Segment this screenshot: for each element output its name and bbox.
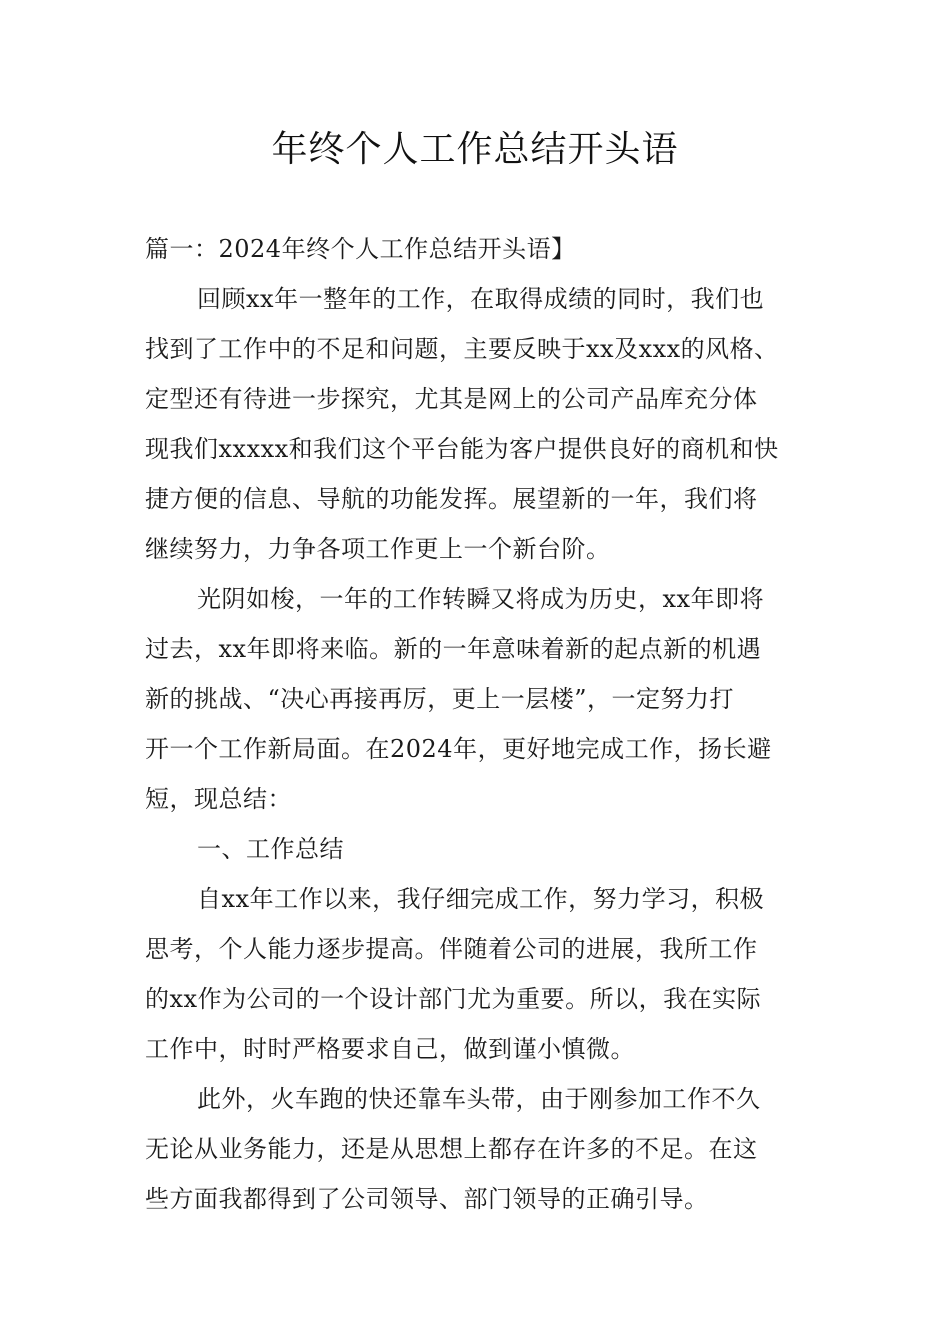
text-line: 现我们xxxxx和我们这个平台能为客户提供良好的商机和快 [145,435,779,463]
text-line: 光阴如梭，一年的工作转瞬又将成为历史，xx年即将 [197,585,765,613]
text-line: 过去，xx年即将来临。新的一年意味着新的起点新的机遇 [145,635,762,663]
text-line: 开一个工作新局面。在2024年，更好地完成工作，扬长避 [145,735,772,763]
text-line: 篇一：2024年终个人工作总结开头语】 [145,235,576,263]
text-line: 自xx年工作以来，我仔细完成工作，努力学习，积极 [197,885,765,913]
text-line: 继续努力，力争各项工作更上一个新台阶。 [145,535,611,563]
text-line: 此外，火车跑的快还靠车头带，由于刚参加工作不久 [197,1085,761,1113]
text-line: 找到了工作中的不足和问题，主要反映于xx及xxx的风格、 [145,335,779,363]
section-heading: 一、工作总结 [197,835,344,863]
text-line: 回顾xx年一整年的工作，在取得成绩的同时，我们也 [197,285,765,313]
text-line: 工作中，时时严格要求自己，做到谨小慎微。 [145,1035,635,1063]
text-line: 捷方便的信息、导航的功能发挥。展望新的一年，我们将 [145,485,758,513]
text-line: 无论从业务能力，还是从思想上都存在许多的不足。在这 [145,1135,758,1163]
text-line: 短，现总结： [145,785,292,813]
text-line: 定型还有待进一步探究，尤其是网上的公司产品库充分体 [145,385,758,413]
text-line: 思考，个人能力逐步提高。伴随着公司的进展，我所工作 [145,935,758,963]
text-line: 新的挑战、“决心再接再厉，更上一层楼”，一定努力打 [145,685,735,713]
document-title: 年终个人工作总结开头语 [271,129,679,170]
text-line: 的xx作为公司的一个设计部门尤为重要。所以，我在实际 [145,985,762,1013]
text-line: 些方面我都得到了公司领导、部门领导的正确引导。 [145,1185,709,1213]
document-body [145,224,825,1224]
